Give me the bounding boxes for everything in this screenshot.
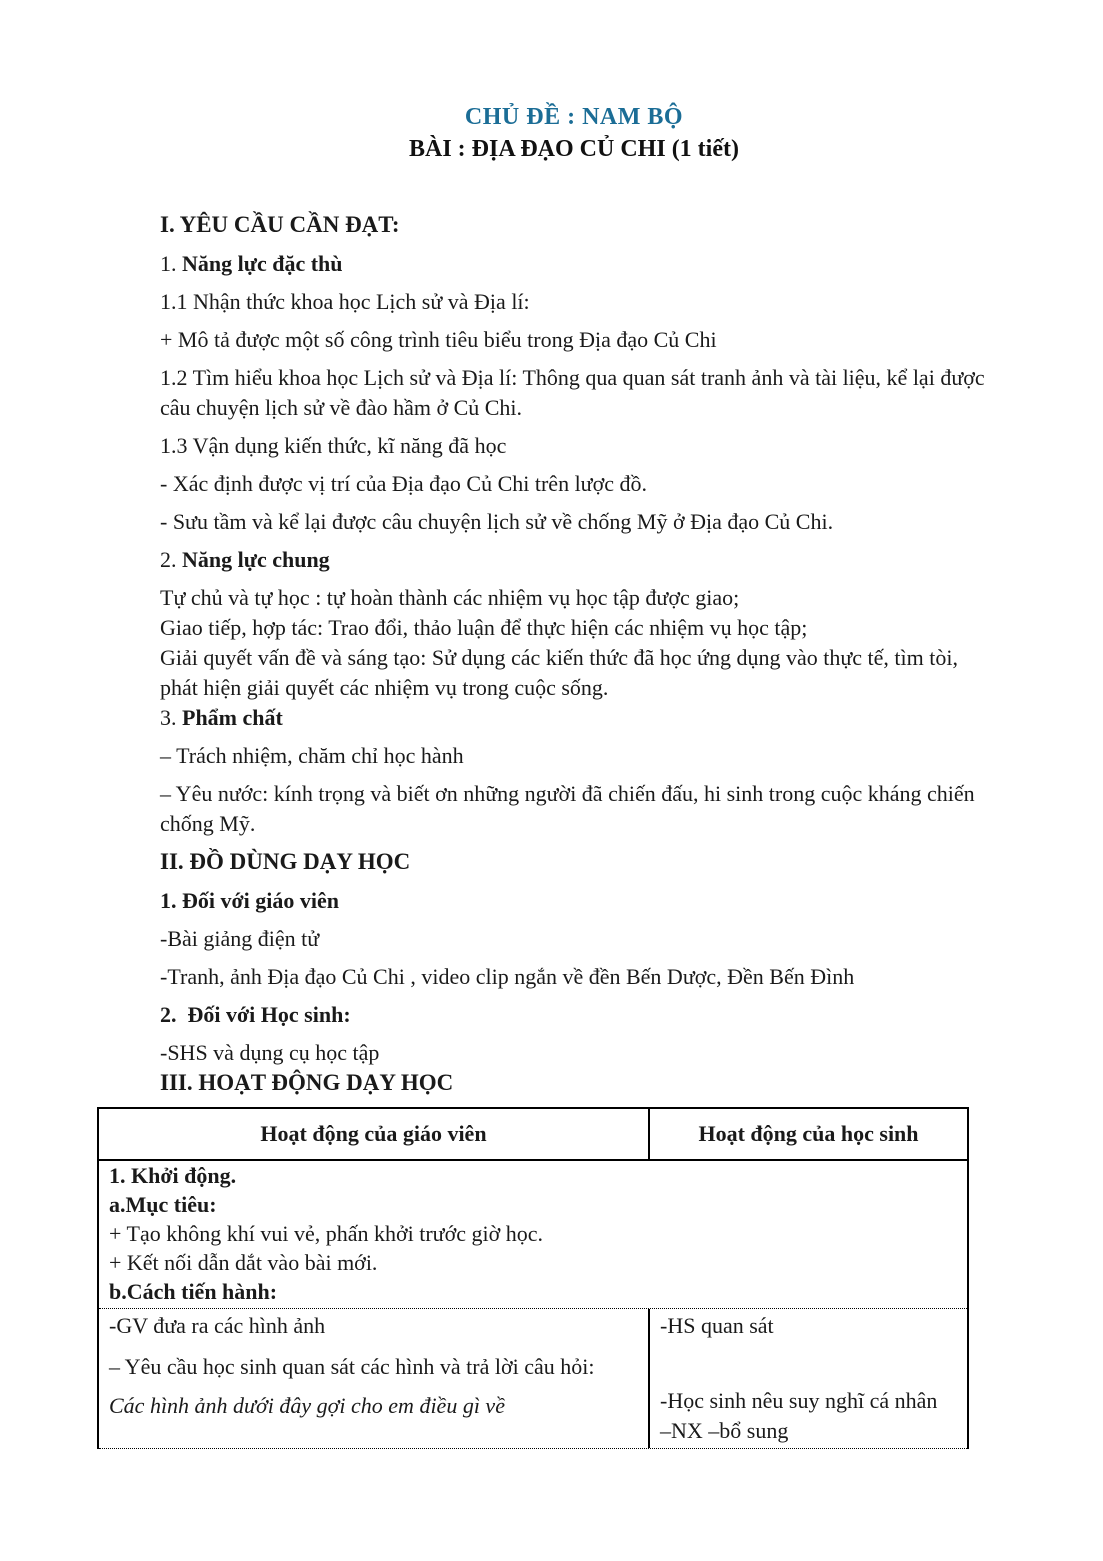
subheading-doi-voi-hoc-sinh: 2. Đối với Học sinh:: [160, 1002, 351, 1027]
subheading-nang-luc-dac-thu: [160, 249, 988, 279]
paragraph-1-2: 1.2 Tìm hiểu khoa học Lịch sử và Địa lí: Thông qua quan sát tranh ảnh và tài liệu, kể lại được câu chuyện lịch sử về đào hầm ở Củ Chi.: [160, 365, 991, 420]
subheading-label: Phẩm chất: [182, 705, 283, 730]
table-header-row: [99, 1109, 967, 1161]
paragraph-1-3-b: - Sưu tầm và kể lại được câu chuyện lịch sử về chống Mỹ ở Địa đạo Củ Chi.: [160, 509, 834, 534]
paragraph-giao-tiep: Giao tiếp, hợp tác: Trao đổi, thảo luận để thực hiện các nhiệm vụ học tập;: [160, 615, 808, 640]
table-row-activity-steps: [99, 1309, 967, 1449]
document-titles: [160, 0, 988, 166]
teacher-activity-cell: [99, 1309, 650, 1448]
method-label: b.Cách tiến hành:: [109, 1279, 278, 1304]
teacher-question-italic: Các hình ảnh dưới đây gợi cho em điều gì về: [109, 1393, 505, 1418]
objective-item-2: + Kết nối dẫn dắt vào bài mới.: [109, 1250, 378, 1275]
paragraph-bai-giang: -Bài giảng điện tử: [160, 926, 320, 951]
student-step-3: –NX –bổ sung: [660, 1418, 789, 1443]
subheading-label: Năng lực đặc thù: [182, 251, 343, 276]
activity-title: 1. Khởi động.: [109, 1163, 237, 1188]
teacher-step-2: – Yêu cầu học sinh quan sát các hình và trả lời câu hỏi:: [109, 1354, 595, 1379]
subheading-doi-voi-giao-vien: 1. Đối với giáo viên: [160, 888, 340, 913]
paragraph-1-1-detail: + Mô tả được một số công trình tiêu biểu trong Địa đạo Củ Chi: [160, 327, 717, 352]
subheading-label: Năng lực chung: [182, 547, 330, 572]
subheading-number: 2.: [160, 547, 177, 572]
paragraph-1-3: 1.3 Vận dụng kiến thức, kĩ năng đã học: [160, 433, 507, 458]
paragraph-trach-nhiem: – Trách nhiệm, chăm chỉ học hành: [160, 743, 464, 768]
paragraph-tu-chu: Tự chủ và tự học : tự hoàn thành các nhiệm vụ học tập được giao;: [160, 585, 740, 610]
section-2-heading: II. ĐỒ DÙNG DẠY HỌC: [160, 849, 411, 874]
subheading-number: 3.: [160, 705, 177, 730]
objective-item-1: + Tạo không khí vui vẻ, phấn khởi trước giờ học.: [109, 1221, 543, 1246]
subheading-pham-chat: [160, 703, 988, 733]
table-header-teacher: Hoạt động của giáo viên: [99, 1109, 650, 1159]
activity-table: [97, 1107, 969, 1449]
table-row-activity-intro: [99, 1161, 967, 1309]
paragraph-1-1: 1.1 Nhận thức khoa học Lịch sử và Địa lí:: [160, 289, 530, 314]
section-1-heading: I. YÊU CẦU CẦN ĐẠT:: [160, 212, 400, 237]
section-3-heading: III. HOẠT ĐỘNG DẠY HỌC: [160, 1070, 454, 1095]
lesson-title: BÀI : ĐỊA ĐẠO CỦ CHI (1 tiết): [409, 136, 739, 162]
objective-label: a.Mục tiêu:: [109, 1192, 217, 1217]
table-header-student: Hoạt động của học sinh: [698, 1121, 919, 1146]
document-body: [160, 210, 991, 1098]
paragraph-yeu-nuoc: – Yêu nước: kính trọng và biết ơn những người đã chiến đấu, hi sinh trong cuộc kháng chiến chống Mỹ.: [160, 781, 981, 836]
paragraph-giai-quyet: Giải quyết vấn đề và sáng tạo: Sử dụng các kiến thức đã học ứng dụng vào thực tế, tìm tòi, phát hiện giải quyết các nhiệm vụ trong cuộc sống.: [160, 645, 964, 700]
student-step-1: -HS quan sát: [660, 1313, 774, 1338]
topic-title: CHỦ ĐỀ : NAM BỘ: [464, 104, 684, 130]
teacher-step-1: -GV đưa ra các hình ảnh: [109, 1313, 326, 1338]
subheading-nang-luc-chung: [160, 545, 988, 575]
subheading-number: 1.: [160, 251, 177, 276]
paragraph-1-3-a: - Xác định được vị trí của Địa đạo Củ Chi trên lược đồ.: [160, 471, 647, 496]
paragraph-tranh-anh: -Tranh, ảnh Địa đạo Củ Chi , video clip ngắn về đền Bến Dược, Đền Bến Đình: [160, 964, 855, 989]
student-activity-cell: [650, 1309, 967, 1448]
student-step-2: -Học sinh nêu suy nghĩ cá nhân: [660, 1388, 938, 1413]
paragraph-shs: -SHS và dụng cụ học tập: [160, 1040, 380, 1065]
